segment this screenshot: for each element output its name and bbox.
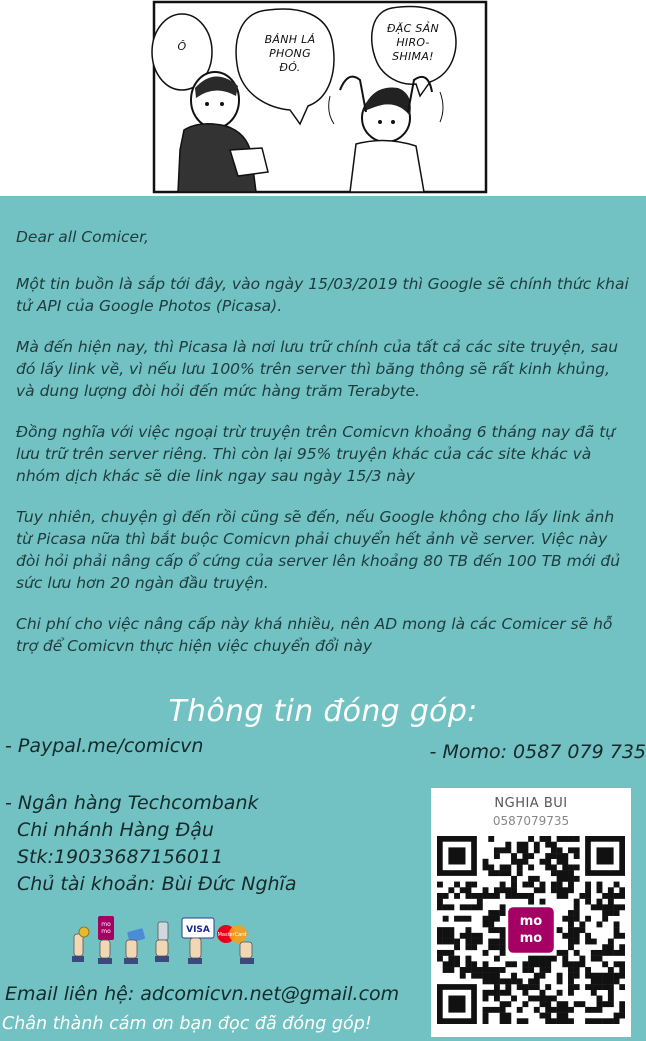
letter-paragraph: Đồng nghĩa với việc ngoại trừ truyện trên Comicvn khoảng 6 tháng nay đã tự lưu trữ trên server riêng. Thì còn lại 95% truyện khác của các site khác và nhóm dịch khác sẽ die link ngay sau ngày 15/3 này: [16, 423, 616, 485]
letter-paragraph: Tuy nhiên, chuyện gì đến rồi cũng sẽ đến, nếu Google không cho lấy link ảnh từ Picasa nữa thì bắt buộc Comicvn phải chuyển hết ảnh về server. Việc này đòi hỏi phải nâng cấp ổ cứng của server lên khoảng 80 TB đến 100 TB mới đủ sức lưu hơn 20 ngàn đầu truyện.: [16, 508, 621, 592]
speech-bubble-middle: [258, 33, 322, 75]
mastercard-label: MasterCard: [217, 932, 247, 938]
momo-card-icon: [98, 916, 114, 964]
bubble-middle-line: ĐÓ.: [279, 61, 301, 74]
momo-phone: - Momo: 0587 079 735: [429, 741, 646, 763]
visa-card-icon: [182, 918, 214, 964]
thank-you-message: Chân thành cám ơn bạn đọc đã đóng góp!: [2, 1014, 372, 1034]
momo-qr-card: [431, 788, 631, 1037]
letter-paragraph: Một tin buồn là sắp tới đây, vào ngày 15/03/2019 thì Google sẽ chính thức khai tử API của Google Photos (Picasa).: [16, 275, 629, 315]
bank-info: [5, 790, 296, 898]
bank-account-number: Stk:19033687156011: [17, 846, 224, 868]
mastercard-icon: [217, 925, 254, 964]
speech-bubble-right: [382, 22, 444, 64]
bank-branch: Chi nhánh Hàng Đậu: [17, 819, 214, 841]
momo-logo-text: mo: [519, 913, 543, 929]
comic-illustration: [0, 0, 646, 196]
phone-hand-icon: [155, 922, 169, 962]
bubble-middle-line: PHONG: [269, 47, 311, 60]
qr-finder-pattern: [448, 996, 465, 1013]
visa-label: VISA: [186, 925, 210, 935]
letter-paragraph: Chi phí cho việc nâng cấp này khá nhiều, nên AD mong là các Comicer sẽ hỗ trợ để Comicvn thực hiện việc chuyển đổi này: [16, 615, 613, 655]
payment-icons: [70, 912, 270, 972]
announcement-letter: [16, 226, 631, 676]
bank-account-holder: Chủ tài khoản: Bùi Đức Nghĩa: [17, 873, 297, 895]
qr-finder-pattern: [597, 847, 614, 864]
coin-hand-icon: [72, 927, 89, 962]
speech-bubble-left: Ô: [177, 40, 187, 53]
qr-account-name: NGHIA BUI: [494, 796, 568, 811]
comic-panel: [0, 0, 646, 196]
bubble-middle-line: BÁNH LÁ: [264, 33, 316, 46]
bubble-right-line: HIRO-: [396, 36, 430, 49]
donation-title: Thông tin đóng góp:: [168, 694, 478, 729]
notice-section: [0, 196, 646, 1041]
letter-paragraph: Mà đến hiện nay, thì Picasa là nơi lưu trữ chính của tất cả các site truyện, sau đó lấy link về, vì nếu lưu 100% trên server thì băng thông sẽ rất kinh khủng, và dung lượng đòi hỏi đến mức hàng trăm Terabyte.: [16, 338, 619, 400]
svg-text:mo: mo: [101, 921, 111, 928]
qr-finder-pattern: [448, 847, 465, 864]
paypal-link[interactable]: - Paypal.me/comicvn: [5, 735, 204, 757]
momo-logo-text: mo: [519, 930, 543, 946]
contact-email[interactable]: Email liên hệ: adcomicvn.net@gmail.com: [5, 983, 400, 1005]
letter-greeting: Dear all Comicer,: [16, 228, 149, 246]
bubble-right-line: SHIMA!: [392, 50, 434, 63]
bubble-right-line: ĐẶC SẢN: [386, 22, 440, 35]
qr-account-phone: 0587079735: [492, 814, 570, 828]
svg-text:mo: mo: [101, 928, 111, 935]
card-hand-icon: [124, 928, 145, 964]
qr-code: [437, 836, 625, 1024]
bank-name: - Ngân hàng Techcombank: [5, 792, 259, 814]
